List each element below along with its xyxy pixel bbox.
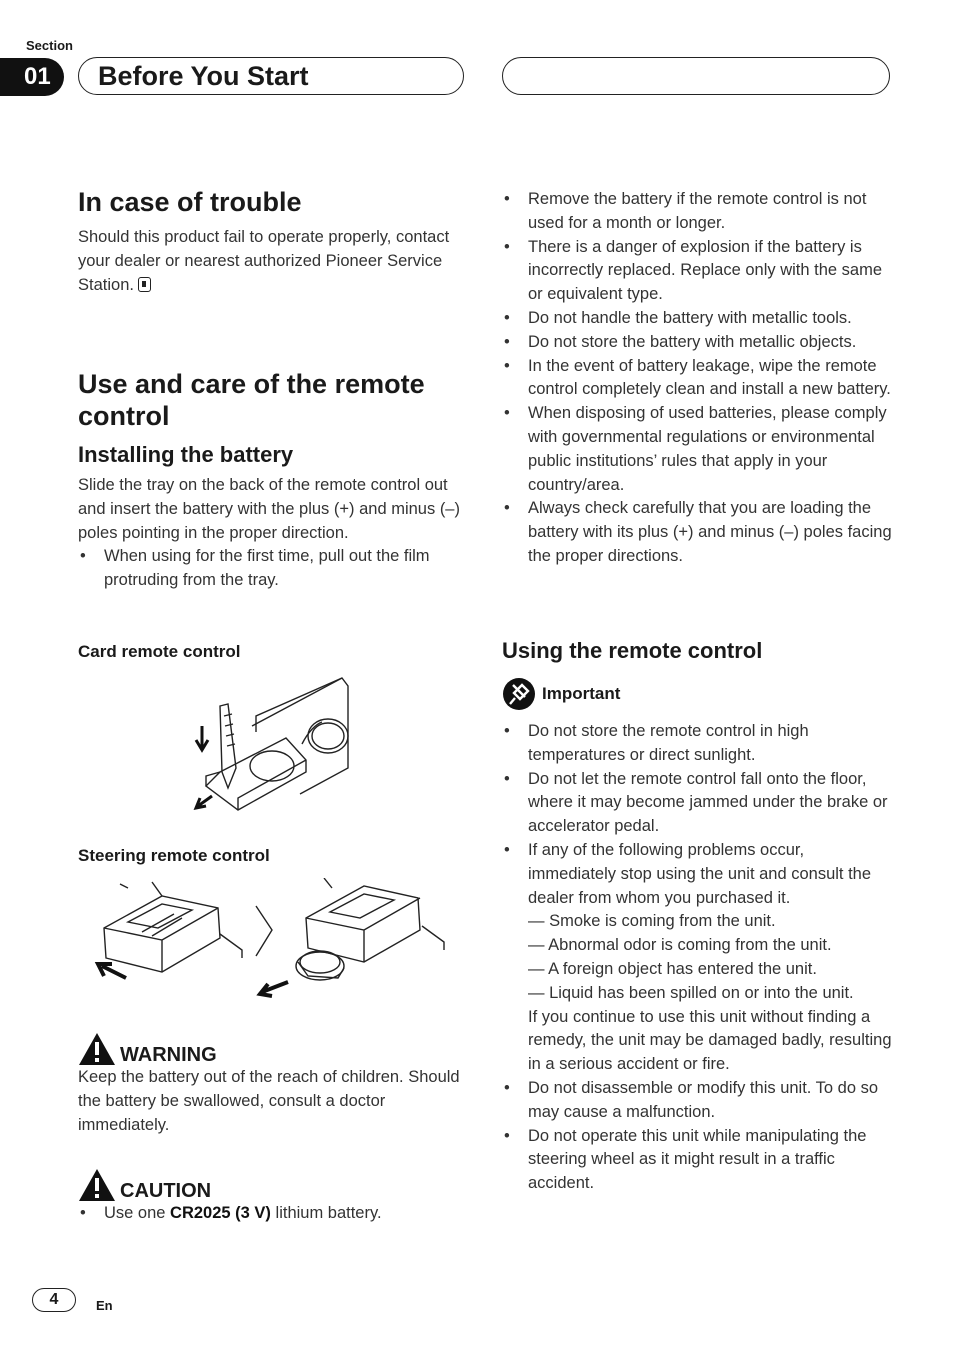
list-item: • Do not handle the battery with metallic tools. (502, 307, 892, 331)
list-item (502, 839, 892, 1077)
installing-battery-body: Slide the tray on the back of the remote control out and insert the battery with the plus (+) and minus (–) poles pointing in the proper direction. (78, 476, 460, 542)
page-title: Before You Start (98, 61, 309, 91)
end-mark-icon (138, 277, 151, 292)
problem-item: — Smoke is coming from the unit. (528, 912, 776, 931)
remote-care-heading: Use and care of the remote control (78, 369, 425, 431)
using-remote-list (502, 720, 892, 1196)
caution-list (78, 1202, 468, 1226)
card-caption (78, 641, 468, 663)
problems-intro: If any of the following problems occur, immediately stop using the unit and consult the dealer from whom you purchased it. (528, 840, 872, 907)
list-item: • Always check carefully that you are loading the battery with its plus (+) and minus (–) poles facing the proper directions. (502, 497, 892, 568)
list-item: • Do not let the remote control fall onto the floor, where it may become jammed under the brake or accelerator pedal. (502, 768, 892, 839)
steering-caption-text: Steering remote control (78, 846, 270, 865)
card-remote-illustration (190, 676, 360, 818)
steering-caption (78, 845, 468, 867)
warning-body: Keep the battery out of the reach of children. Should the battery be swallowed, consult a doctor immediately. (78, 1068, 460, 1134)
section-number: 01 (0, 58, 64, 96)
warning-block (78, 1032, 468, 1137)
using-remote-heading: Using the remote control (502, 638, 763, 663)
list-item: • Remove the battery if the remote control is not used for a month or longer. (502, 188, 892, 236)
language-code: En (96, 1298, 113, 1313)
list-item: • Do not operate this unit while manipulating the steering wheel as it might result in a traffic accident. (502, 1125, 892, 1196)
section-label: Section (26, 38, 73, 53)
trouble-body: Should this product fail to operate properly, contact your dealer or nearest authorized Pioneer Service Station. (78, 228, 450, 294)
problem-item: — Abnormal odor is coming from the unit. (528, 936, 832, 955)
important-pin-icon (502, 677, 536, 711)
list-item: • Do not store the remote control in high temperatures or direct sunlight. (502, 720, 892, 768)
using-remote-section (502, 637, 892, 1196)
warning-label: WARNING (120, 1044, 217, 1066)
caution-label: CAUTION (120, 1180, 212, 1202)
list-item: • Do not store the battery with metallic objects. (502, 331, 892, 355)
list-item: • In the event of battery leakage, wipe the remote control completely clean and install a new battery. (502, 355, 892, 403)
list-item: • There is a danger of explosion if the battery is incorrectly replaced. Replace only with the same or equivalent type. (502, 236, 892, 307)
header-empty-frame (502, 57, 890, 95)
remote-care-section (78, 368, 468, 593)
problems-outro: If you continue to use this unit without finding a remedy, the unit may be damaged badly, resulting in a serious accident or fire. (528, 1007, 892, 1074)
installing-battery-list (78, 545, 468, 593)
trouble-heading: In case of trouble (78, 187, 302, 217)
important-label: Important (542, 684, 621, 703)
battery-model: CR2025 (3 V) (170, 1204, 271, 1222)
problem-item: — A foreign object has entered the unit. (528, 959, 817, 978)
list-item: • When using for the first time, pull out the film protruding from the tray. (78, 545, 468, 593)
caution-block (78, 1168, 468, 1226)
list-item: • Use one CR2025 (3 V) lithium battery. (78, 1202, 468, 1226)
page-number: 4 (32, 1288, 76, 1312)
caution-triangle-icon (78, 1168, 116, 1202)
battery-precautions-list (502, 188, 892, 569)
problem-item: — Liquid has been spilled on or into the unit. (528, 983, 854, 1002)
installing-battery-heading: Installing the battery (78, 442, 294, 467)
list-item: • When disposing of used batteries, please comply with governmental regulations or environmental public institutions’ rules that apply in your country/area. (502, 402, 892, 497)
warning-triangle-icon (78, 1032, 116, 1066)
battery-precautions (502, 188, 892, 569)
card-caption-text: Card remote control (78, 642, 241, 661)
steering-remote-illustration (92, 878, 452, 1000)
list-item: • Do not disassemble or modify this unit. To do so may cause a malfunction. (502, 1077, 892, 1125)
trouble-section (78, 186, 468, 297)
